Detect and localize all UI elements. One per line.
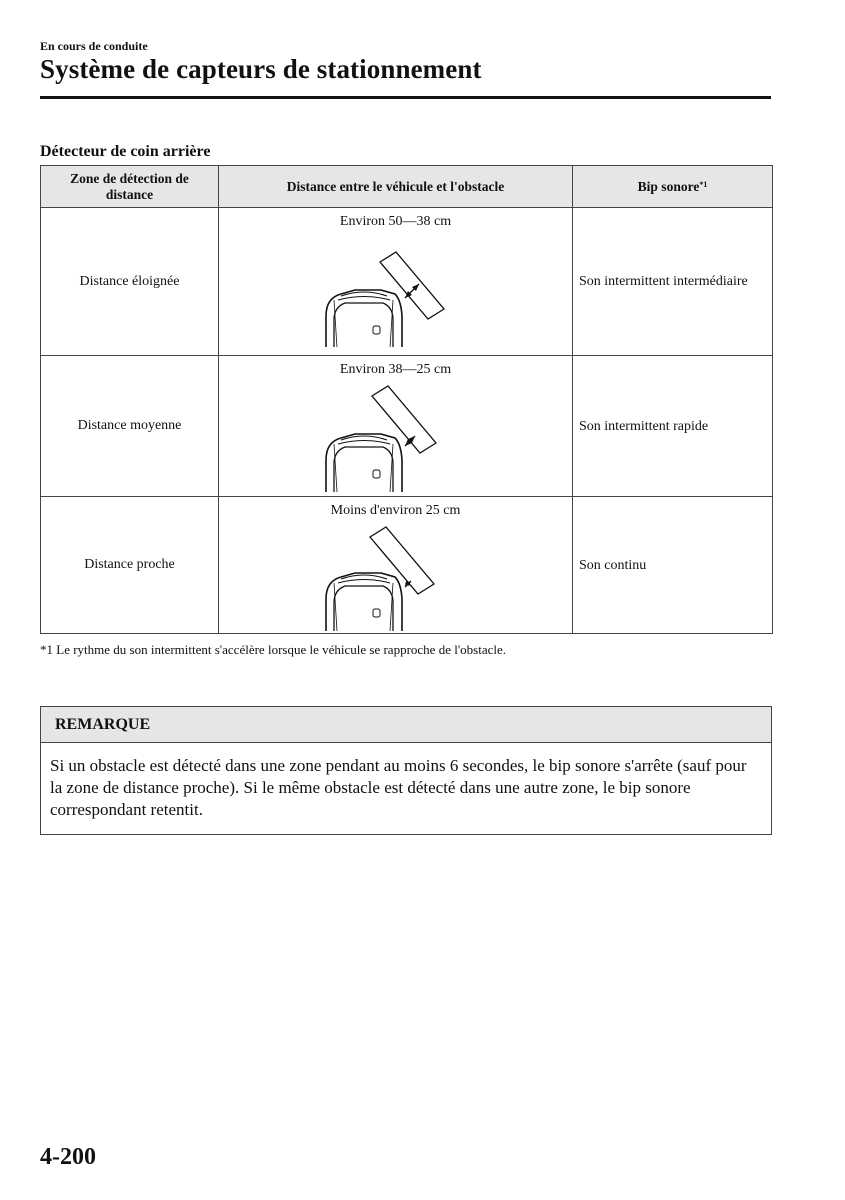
car-obstacle-diagram (321, 244, 451, 354)
table-heading: Détecteur de coin arrière (40, 143, 211, 160)
note-text: Si un obstacle est détecté dans une zone pendant au moins 6 secondes, le bip sonore s'arrête (sauf pour la zone de distance proche). Si le même obstacle est détecté dans une autre zone, le bip sonore correspondant retentit. (50, 756, 747, 819)
page-number: 4-200 (40, 1144, 96, 1170)
beep-cell: Son intermittent rapide (573, 356, 773, 497)
car-icon (321, 290, 407, 348)
column-header-distance: Distance entre le véhicule et l'obstacle (219, 166, 573, 208)
distance-label: Environ 50—38 cm (339, 214, 452, 229)
beep-cell: Son intermittent intermédiaire (573, 208, 773, 356)
footnote-marker: *1 (699, 179, 708, 189)
car-obstacle-diagram (321, 384, 451, 494)
detection-table (40, 165, 773, 634)
table-row (41, 356, 773, 497)
car-icon (326, 573, 402, 631)
beep-cell: Son continu (573, 497, 773, 634)
zone-cell: Distance proche (41, 497, 219, 634)
distance-cell (219, 356, 573, 497)
note-box (40, 706, 772, 835)
table-header-row (41, 166, 773, 208)
zone-cell: Distance moyenne (41, 356, 219, 497)
column-header-beep-label: Bip sonore (637, 178, 700, 194)
distance-cell (219, 497, 573, 634)
distance-label: Moins d'environ 25 cm (330, 503, 461, 518)
section-label: En cours de conduite (40, 39, 148, 53)
distance-label: Environ 38—25 cm (339, 362, 452, 377)
column-header-zone: Zone de détection de distance (41, 166, 219, 208)
column-header-beep (573, 166, 773, 208)
table-row (41, 497, 773, 634)
car-icon (326, 434, 402, 492)
table-row (41, 208, 773, 356)
page-title: Système de capteurs de stationnement (40, 54, 482, 84)
title-divider (40, 96, 771, 99)
distance-cell (219, 208, 573, 356)
car-obstacle-diagram (321, 523, 451, 631)
footnote: *1 Le rythme du son intermittent s'accélère lorsque le véhicule se rapproche de l'obstacle. (40, 642, 507, 657)
note-heading: REMARQUE (41, 707, 771, 743)
zone-cell: Distance éloignée (41, 208, 219, 356)
